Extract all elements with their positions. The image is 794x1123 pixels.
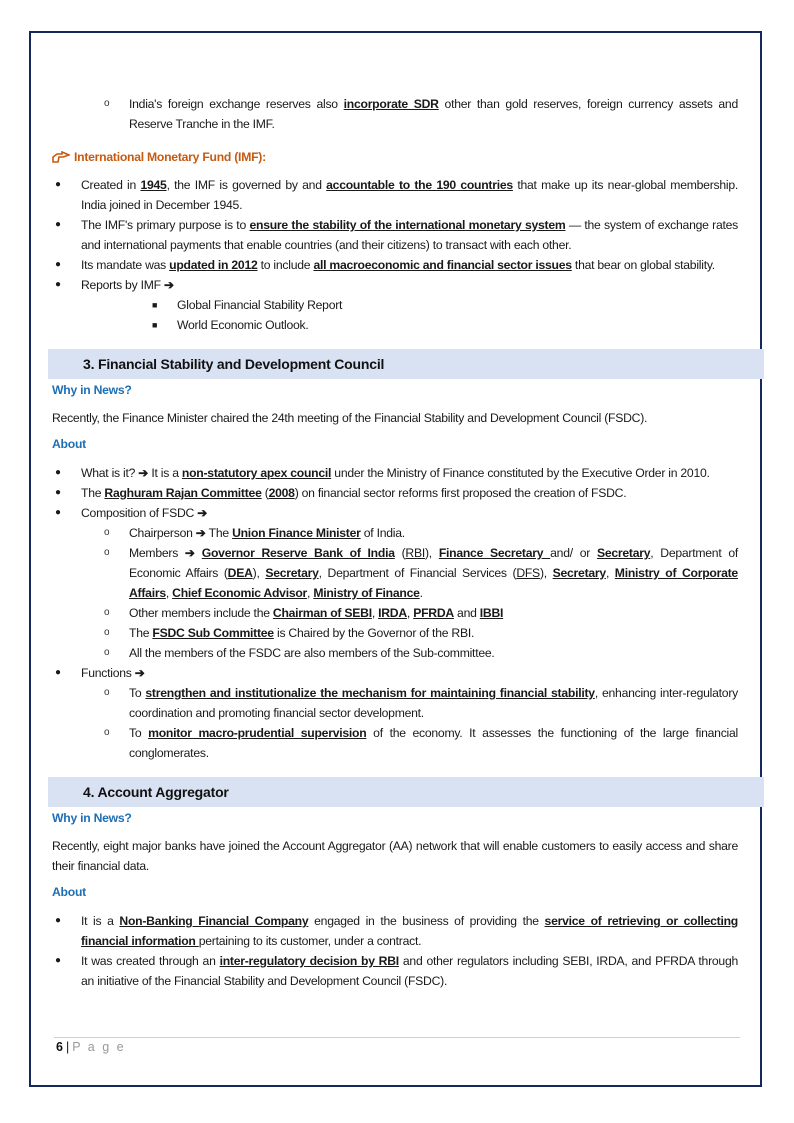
- list-item: o India's foreign exchange reserves also incorporate SDR other than gold reserves, foreign currency assets and Reserve Tranche in the IMF.: [52, 94, 738, 134]
- list-item: ● What is it? ➔ It is a non-statutory apex council under the Ministry of Finance constituted by the Executive Order in 2010.: [52, 463, 738, 483]
- circle-bullet-icon: o: [104, 98, 110, 109]
- bullet-icon: ●: [55, 487, 61, 498]
- list-item: ● Created in 1945, the IMF is governed by and accountable to the 190 countries that make up its near-global membership. India joined in December 1945.: [52, 175, 738, 215]
- why-in-news-text: Recently, eight major banks have joined the Account Aggregator (AA) network that will enable customers to easily access and share their financial data.: [52, 839, 738, 873]
- why-in-news-label: Why in News?: [52, 383, 132, 397]
- list-item: o All the members of the FSDC are also members of the Sub-committee.: [52, 643, 738, 663]
- imf-heading: International Monetary Fund (IMF):: [52, 147, 738, 167]
- circle-bullet-icon: o: [104, 727, 110, 738]
- list-item: ● Its mandate was updated in 2012 to include all macroeconomic and financial sector issues that bear on global stability.: [52, 255, 738, 275]
- bullet-icon: ●: [55, 507, 61, 518]
- list-item: o Members ➔ Governor Reserve Bank of India (RBI), Finance Secretary and/ or Secretary, Department of Economic Affairs (DEA), Secretary, Department of Financial Services (DFS), Secretary, Ministry of Corporate Affairs, Chief Economic Advisor, Ministry of Finance.: [52, 543, 738, 603]
- list-item: ● Functions ➔: [52, 663, 738, 683]
- list-item: ● It is a Non-Banking Financial Company engaged in the business of providing the service of retrieving or collecting financial information pertaining to its customer, under a contract.: [52, 911, 738, 951]
- square-bullet-icon: ■: [152, 300, 158, 310]
- page-content: [52, 94, 738, 991]
- page-number: 6: [56, 1040, 63, 1054]
- bullet-icon: ●: [55, 259, 61, 270]
- bullet-icon: ●: [55, 279, 61, 290]
- circle-bullet-icon: o: [104, 687, 110, 698]
- list-item: ● Composition of FSDC ➔: [52, 503, 738, 523]
- list-item: o To strengthen and institutionalize the mechanism for maintaining financial stability, enhancing inter-regulatory coordination and promoting financial sector development.: [52, 683, 738, 723]
- why-in-news-text: Recently, the Finance Minister chaired the 24th meeting of the Financial Stability and Development Council (FSDC).: [52, 411, 648, 425]
- list-item: ■ World Economic Outlook.: [52, 315, 738, 335]
- circle-bullet-icon: o: [104, 547, 110, 558]
- bullet-icon: ●: [55, 219, 61, 230]
- list-item: ● The Raghuram Rajan Committee (2008) on financial sector reforms first proposed the creation of FSDC.: [52, 483, 738, 503]
- list-item: o Other members include the Chairman of SEBI, IRDA, PFRDA and IBBI: [52, 603, 738, 623]
- circle-bullet-icon: o: [104, 647, 110, 658]
- square-bullet-icon: ■: [152, 320, 158, 330]
- list-item: o To monitor macro-prudential supervision of the economy. It assesses the functioning of the large financial conglomerates.: [52, 723, 738, 763]
- bullet-icon: ●: [55, 955, 61, 966]
- circle-bullet-icon: o: [104, 627, 110, 638]
- list-item: o Chairperson ➔ The Union Finance Minister of India.: [52, 523, 738, 543]
- arrow-right-icon: ➔: [195, 526, 206, 540]
- about-label: About: [52, 885, 86, 899]
- why-in-news-label: Why in News?: [52, 811, 132, 825]
- page-footer: [56, 1040, 126, 1054]
- section-heading: 4. Account Aggregator: [48, 777, 764, 807]
- section-heading: 3. Financial Stability and Development Council: [48, 349, 764, 379]
- arrow-right-icon: ➔: [163, 278, 174, 292]
- footer-separator: |: [65, 1040, 70, 1054]
- bullet-icon: ●: [55, 915, 61, 926]
- circle-bullet-icon: o: [104, 607, 110, 618]
- bullet-icon: ●: [55, 179, 61, 190]
- bullet-icon: ●: [55, 467, 61, 478]
- list-item: ● The IMF's primary purpose is to ensure the stability of the international monetary system — the system of exchange rates and international payments that enable countries (and their citizens) to transact with each other.: [52, 215, 738, 255]
- pointing-hand-icon: [52, 151, 70, 163]
- arrow-right-icon: ➔: [197, 506, 208, 520]
- list-item: o The FSDC Sub Committee is Chaired by the Governor of the RBI.: [52, 623, 738, 643]
- list-item: ● It was created through an inter-regulatory decision by RBI and other regulators including SEBI, IRDA, and PFRDA through an initiative of the Financial Stability and Development Council (FSDC).: [52, 951, 738, 991]
- arrow-right-icon: ➔: [138, 466, 149, 480]
- bullet-icon: ●: [55, 667, 61, 678]
- arrow-right-icon: ➔: [134, 666, 145, 680]
- list-item: ● Reports by IMF ➔: [52, 275, 738, 295]
- arrow-right-icon: ➔: [184, 546, 195, 560]
- about-label: About: [52, 437, 86, 451]
- footer-divider: [54, 1037, 740, 1038]
- circle-bullet-icon: o: [104, 527, 110, 538]
- page-label: P a g e: [72, 1040, 126, 1054]
- list-item: ■ Global Financial Stability Report: [52, 295, 738, 315]
